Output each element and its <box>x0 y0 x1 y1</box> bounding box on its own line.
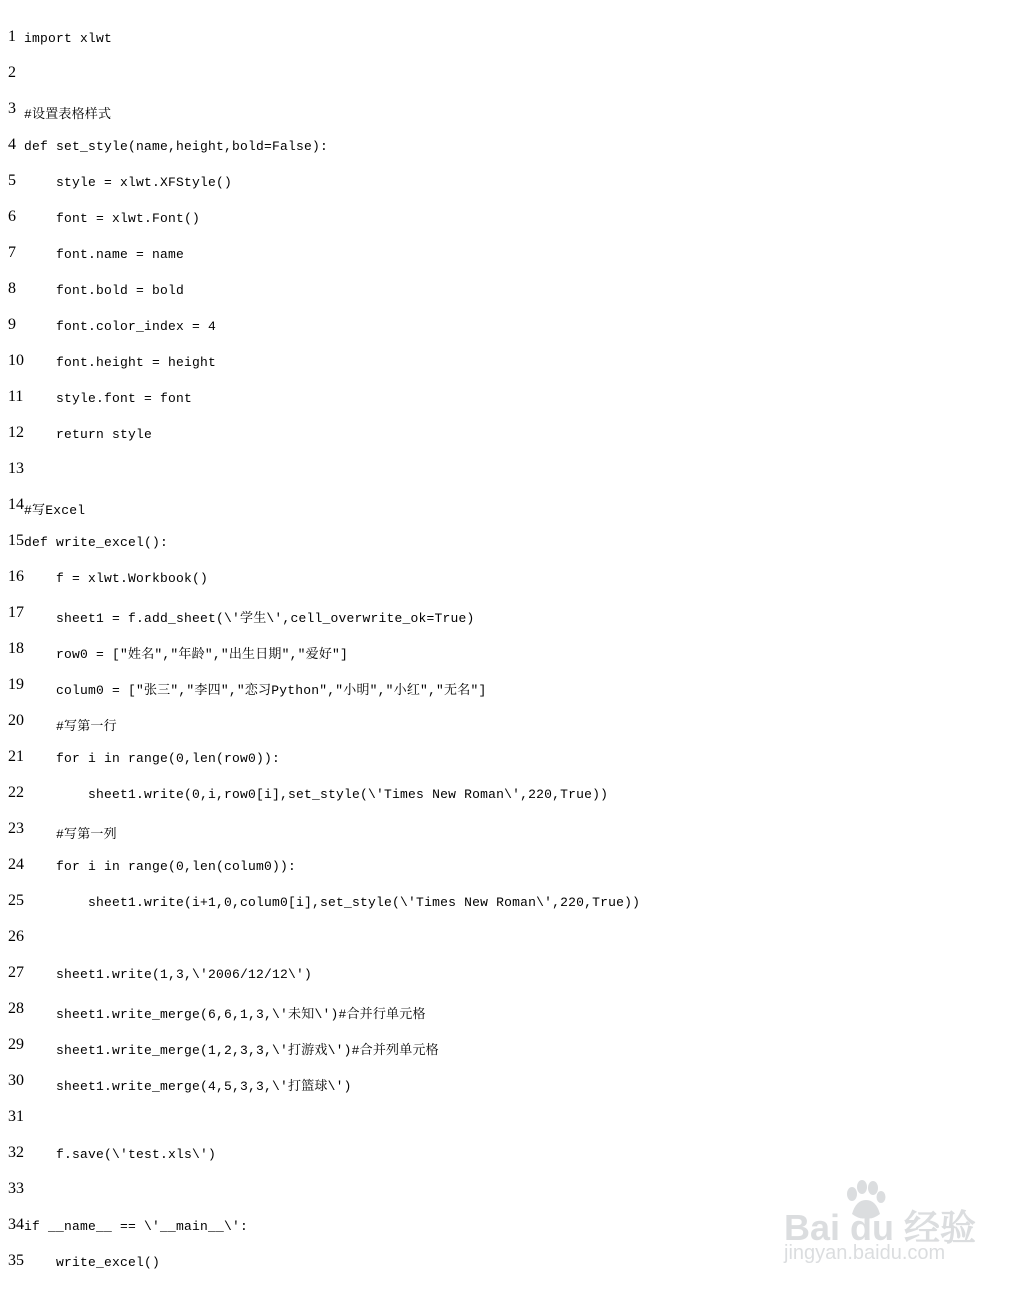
line-number: 7 <box>8 244 16 261</box>
code-text: style.font = font <box>24 391 193 406</box>
code-line <box>0 748 1024 790</box>
code-line <box>0 352 1024 394</box>
line-number: 9 <box>8 316 16 333</box>
line-number: 26 <box>8 928 24 945</box>
line-number: 15 <box>8 532 24 549</box>
watermark-logo-text: Bai du 经验 <box>784 1207 977 1248</box>
code-text: #写Excel <box>24 503 86 518</box>
code-line <box>0 388 1024 430</box>
code-text: row0 = ["姓名","年龄","出生日期","爱好"] <box>24 647 349 662</box>
line-number: 22 <box>8 784 24 801</box>
code-line <box>0 820 1024 862</box>
line-number: 4 <box>8 136 16 153</box>
line-number: 17 <box>8 604 24 621</box>
line-number: 34 <box>8 1216 24 1233</box>
code-text: font.bold = bold <box>24 283 185 298</box>
line-number: 11 <box>8 388 24 405</box>
code-line <box>0 784 1024 826</box>
code-text: style = xlwt.XFStyle() <box>24 175 233 190</box>
code-line <box>0 1144 1024 1186</box>
code-line <box>0 892 1024 934</box>
code-line <box>0 1036 1024 1078</box>
code-line <box>0 172 1024 214</box>
code-text: if __name__ == \'__main__\': <box>24 1219 249 1234</box>
line-number: 8 <box>8 280 16 297</box>
code-text: sheet1 = f.add_sheet(\'学生\',cell_overwrite_ok=True) <box>24 611 475 626</box>
line-number: 27 <box>8 964 24 981</box>
code-line <box>0 568 1024 610</box>
watermark-url: jingyan.baidu.com <box>784 1242 946 1264</box>
code-line <box>0 100 1024 142</box>
code-line <box>0 640 1024 682</box>
code-line <box>0 28 1024 70</box>
code-line <box>0 964 1024 1006</box>
line-number: 29 <box>8 1036 24 1053</box>
line-number: 5 <box>8 172 16 189</box>
line-number: 32 <box>8 1144 24 1161</box>
code-text: font.height = height <box>24 355 217 370</box>
code-text: #写第一行 <box>24 719 117 734</box>
code-text: return style <box>24 427 153 442</box>
line-number: 33 <box>8 1180 24 1197</box>
line-number: 14 <box>8 496 24 513</box>
line-number: 19 <box>8 676 24 693</box>
code-line <box>0 928 1024 970</box>
code-text: def set_style(name,height,bold=False): <box>24 139 329 154</box>
code-text: sheet1.write(i+1,0,colum0[i],set_style(\'Times New Roman\',220,True)) <box>24 895 641 910</box>
code-text: font.name = name <box>24 247 185 262</box>
line-number: 30 <box>8 1072 24 1089</box>
code-text: import xlwt <box>24 31 113 46</box>
line-number: 3 <box>8 100 16 117</box>
line-number: 28 <box>8 1000 24 1017</box>
code-text: write_excel() <box>24 1255 161 1270</box>
code-line <box>0 460 1024 502</box>
line-number: 20 <box>8 712 24 729</box>
line-number: 2 <box>8 64 16 81</box>
code-text: for i in range(0,len(row0)): <box>24 751 281 766</box>
code-line <box>0 244 1024 286</box>
code-line <box>0 424 1024 466</box>
code-line <box>0 64 1024 106</box>
code-line <box>0 1072 1024 1114</box>
code-text: colum0 = ["张三","李四","恋习Python","小明","小红","无名"] <box>24 683 487 698</box>
code-line <box>0 856 1024 898</box>
code-text: sheet1.write_merge(6,6,1,3,\'未知\')#合并行单元格 <box>24 1007 426 1022</box>
code-text: def write_excel(): <box>24 535 169 550</box>
code-text: font.color_index = 4 <box>24 319 217 334</box>
code-line <box>0 712 1024 754</box>
code-line <box>0 316 1024 358</box>
code-line <box>0 1216 1024 1258</box>
code-text: sheet1.write_merge(4,5,3,3,\'打篮球\') <box>24 1079 352 1094</box>
code-line <box>0 532 1024 574</box>
line-number: 1 <box>8 28 16 45</box>
code-text: font = xlwt.Font() <box>24 211 201 226</box>
line-number: 21 <box>8 748 24 765</box>
line-number: 25 <box>8 892 24 909</box>
code-line <box>0 136 1024 178</box>
line-number: 6 <box>8 208 16 225</box>
line-number: 31 <box>8 1108 24 1125</box>
code-text: #设置表格样式 <box>24 107 112 122</box>
code-line <box>0 604 1024 646</box>
code-text: #写第一列 <box>24 827 117 842</box>
code-line <box>0 1180 1024 1222</box>
line-number: 23 <box>8 820 24 837</box>
code-text: for i in range(0,len(colum0)): <box>24 859 297 874</box>
code-line <box>0 496 1024 538</box>
code-text: sheet1.write(0,i,row0[i],set_style(\'Times New Roman\',220,True)) <box>24 787 609 802</box>
code-line <box>0 676 1024 718</box>
line-number: 35 <box>8 1252 24 1269</box>
code-line <box>0 1108 1024 1150</box>
line-number: 12 <box>8 424 24 441</box>
code-text: sheet1.write(1,3,\'2006/12/12\') <box>24 967 313 982</box>
code-line <box>0 208 1024 250</box>
line-number: 24 <box>8 856 24 873</box>
line-number: 10 <box>8 352 24 369</box>
code-text: sheet1.write_merge(1,2,3,3,\'打游戏\')#合并列单元格 <box>24 1043 439 1058</box>
line-number: 16 <box>8 568 24 585</box>
code-text: f.save(\'test.xls\') <box>24 1147 217 1162</box>
code-line <box>0 280 1024 322</box>
line-number: 13 <box>8 460 24 477</box>
code-line <box>0 1000 1024 1042</box>
code-text: f = xlwt.Workbook() <box>24 571 209 586</box>
line-number: 18 <box>8 640 24 657</box>
